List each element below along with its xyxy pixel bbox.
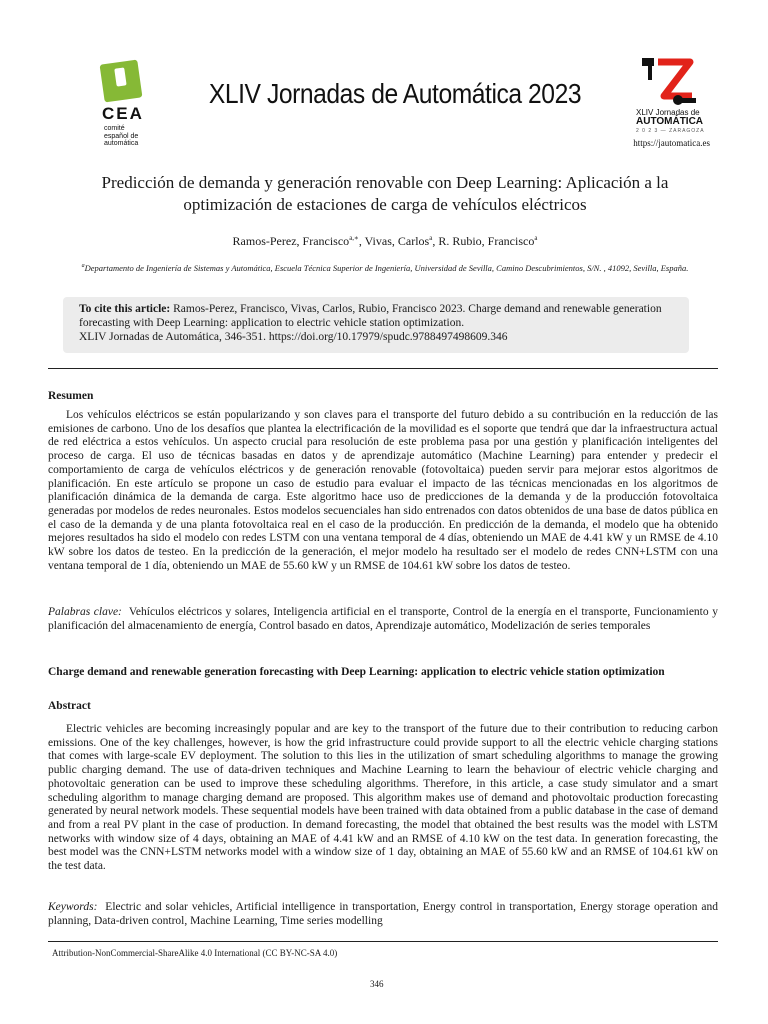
citation-box [63, 297, 689, 353]
author-list: Ramos-Perez, Francisco$^{a,∗}$, Vivas, Carlos$^a$, R. Rubio, Francisco$^a$ [232, 234, 538, 248]
abstract-heading: Abstract [48, 700, 91, 712]
conference-title: XLIV Jornadas de Automática 2023 [208, 78, 582, 109]
author-sup: a,∗ [349, 234, 359, 242]
affiliation-text: Departamento de Ingeniería de Sistemas y Automática, Escuela Técnica Superior de Ingeniería, Universidad de Sevilla, Camino Descubrimientos, S/N. , 41092, Sevilla, España. [84, 262, 689, 273]
cea-logo-letters: CEA [102, 104, 144, 123]
citation-label: To cite this article: [79, 303, 171, 315]
divider-top [48, 368, 718, 369]
author-name: Ramos-Perez, Francisco [232, 234, 350, 248]
author-name: R. Rubio, Francisco [438, 234, 535, 248]
abstract-text: Electric vehicles are becoming increasingly popular and are key to the transport of the future due to their contribution to reducing carbon emissions. One of the key challenges, however, is how the grid infrastructure could provide support to all the electric vehicle charging stations that comes with large-scale EV deployment. The solution to this lies in the utilization of smart scheduling algorithms to manage the growing public charging demand. The use of data-driven techniques and Machine Learning to learn the behaviour of electric vehicle charging and photovoltaic generation can be used to improve these scheduling algorithms. Therefore, in this article, a case study simulator and a smart scheduling algorithm to manage charging demand are proposed. This algorithm makes use of demand and photovoltaic production forecasting generated by neural network models. These sequential models have been trained with data obtained from a public database in the case of demand and from a real PV plant in the case of production. In demand forecasting, the model that obtained the best results was the model with LSTM networks with window size of 4 days, obtaining an MAE of 4.41 kW and an RMSE of 4.10 kW on the test data. In generation forecasting, the best model was the CNN+LSTM networks model with a window size of 1 day, obtaining an MAE of 55.60 kW and an RMSE of 104.61 kW on the test data. [48, 723, 718, 873]
author-name: Vivas, Carlos [364, 234, 430, 248]
keywords-label-en: Keywords: [48, 901, 98, 913]
abstract-keywords [48, 901, 718, 928]
affiliation-sup: a [81, 263, 85, 269]
divider-bottom [48, 941, 718, 942]
cea-logo-subtitle: comité español de automática [104, 125, 139, 147]
author-sup: a [429, 234, 433, 242]
page-number: 346 [370, 979, 384, 989]
resumen-text: Los vehículos eléctricos se están popularizando y son claves para el transporte del futuro debido a su contribución en la reducción de las emisiones de carbono. Uno de los desafíos que plantea la electrificación de la movilidad es el soporte que tendrá que dar la infraestructura actual de red eléctrica a estos vehículos. Un aspecto crucial para resolución de este problema pasa por una gestión y planificación inteligentes del proceso de carga. El uso de técnicas basadas en datos y de aprendizaje automático (Machine Learning) para entender y predecir el comportamiento de carga de vehículos eléctricos y de generación renovable (fotovoltaica) pueden servir para mejorar estos algoritmos de planificación. En este artículo se propone un caso de estudio para evaluar el impacto de las técnicas mencionadas en los algoritmos de planificación dinámica de la demanda de carga. Este algoritmo hace uso de predicciones de la demanda y de la producción fotovoltaica generadas por modelos de redes neuronales. Estos modelos secuenciales han sido entrenados con datos obtenidos de una base de datos pública en el caso de la demanda y de una planta fotovoltaica real en el caso de la producción. En predicción de la demanda, el modelo que ha obtenido mejores resultados ha sido el modelo con redes LSTM con una ventana temporal de 4 días, obteniendo un MAE de 4.41 kW y un RMSE de 4.10 kW sobre los datos de testeo. En la predicción de la generación, el mejor modelo ha resultado ser el modelo de redes CNN+LSTM con una ventana temporal de 1 día, obteniendo un MAE de 55.60 kW y un RMSE de 104.61 kW sobre los datos de testeo. [48, 409, 718, 572]
event-logo-line3: 2 0 2 3 — ZARAGOZA [636, 128, 705, 134]
resumen-keywords [48, 606, 718, 633]
event-logo [630, 56, 710, 146]
event-logo-line2: AUTOMÁTICA [636, 116, 704, 127]
paper-title: Predicción de demanda y generación renovable con Deep Learning: Aplicación a la optimización de estaciones de carga de vehículos eléctricos [101, 173, 669, 214]
conference-url-link[interactable]: https://jautomatica.es [633, 138, 710, 148]
resumen-heading: Resumen [48, 390, 94, 402]
affiliation [50, 261, 720, 274]
english-title: Charge demand and renewable generation forecasting with Deep Learning: application to electric vehicle station optimization [48, 666, 665, 678]
citation-text: Ramos-Perez, Francisco, Vivas, Carlos, Rubio, Francisco 2023. Charge demand and renewable generation forecasting with Deep Learning: application to electric vehicle station optimization. [79, 303, 662, 329]
author-sup: a [534, 234, 538, 242]
keywords-label: Palabras clave: [48, 606, 122, 618]
z-robot-arm-icon [638, 56, 700, 108]
citation-source: XLIV Jornadas de Automática, 346-351. https://doi.org/10.17979/spudc.9788497498609.346 [79, 331, 508, 343]
keywords-text-en: Electric and solar vehicles, Artificial intelligence in transportation, Energy control in transportation, Energy storage operation and planning, Data-driven control, Machine Learning, Time series modelling [48, 901, 719, 927]
keywords-text: Vehículos eléctricos y solares, Inteligencia artificial en el transporte, Control de la energía en el transporte, Funcionamiento y planificación del almacenamiento de energía, Control basado en datos, Aprendizaje automático, Modelización de series temporales [48, 606, 718, 632]
license-text: Attribution-NonCommercial-ShareAlike 4.0 International (CC BY-NC-SA 4.0) [52, 948, 338, 958]
event-logo-line1: XLIV Jornadas de [636, 108, 700, 117]
cea-logo-mark-icon [100, 60, 143, 103]
cea-logo [100, 62, 160, 152]
